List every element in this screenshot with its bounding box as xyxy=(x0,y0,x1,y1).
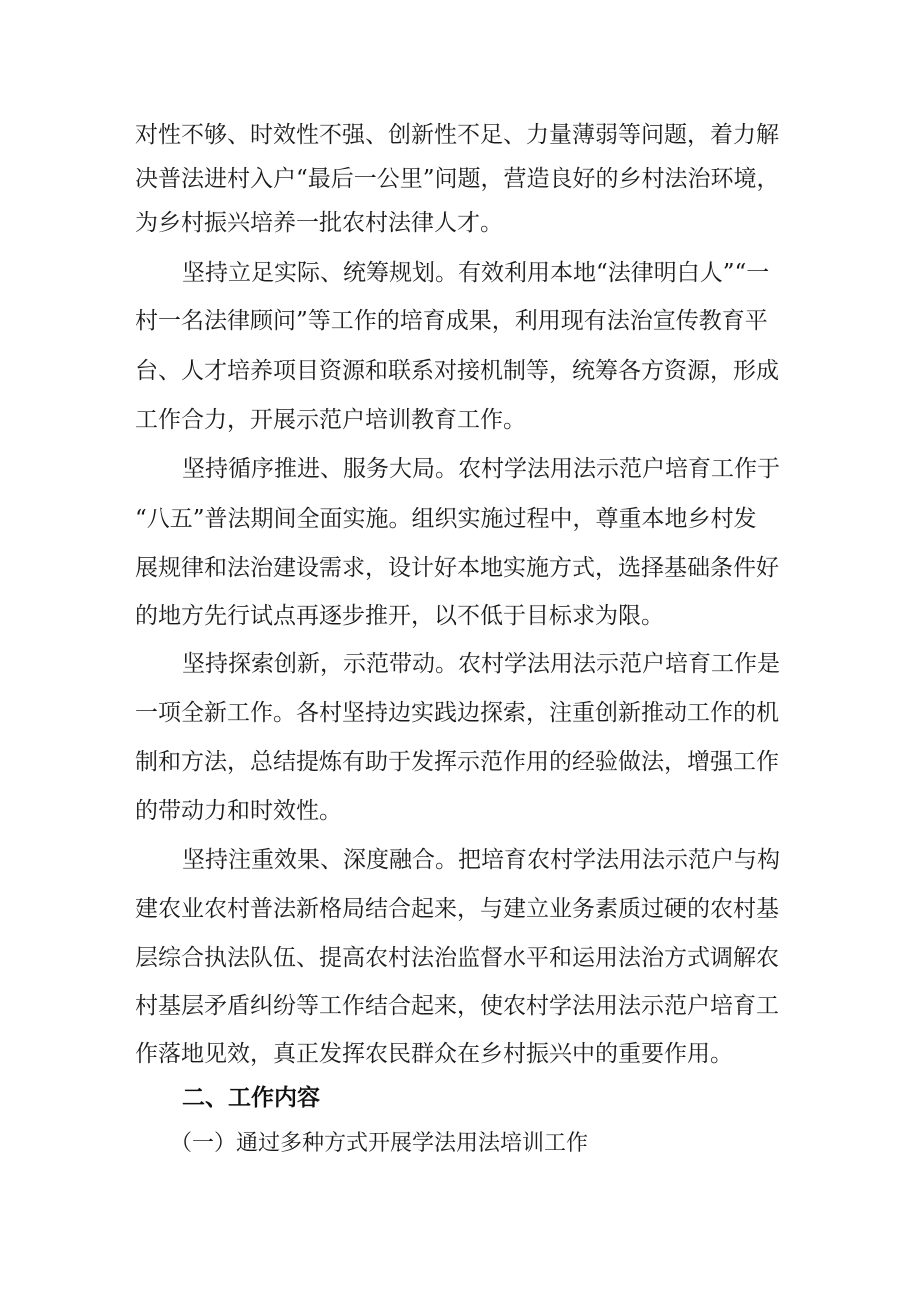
paragraph-3-line-2: “八五”普法期间全面实施。组织实施过程中，尊重本地乡村发 xyxy=(135,506,757,532)
paragraph-1-line-3: 为乡村振兴培养一批农村法律人才。 xyxy=(135,210,503,236)
paragraph-2-line-1: 坚持立足实际、统筹规划。有效利用本地“法律明白人”“一 xyxy=(182,260,770,286)
paragraph-4-line-1: 坚持探索创新，示范带动。农村学法用法示范户培育工作是 xyxy=(182,651,780,677)
paragraph-5-line-1: 坚持注重效果、深度融合。把培育农村学法用法示范户与构 xyxy=(182,847,780,873)
paragraph-4-line-4: 的带动力和时效性。 xyxy=(135,798,342,824)
paragraph-4-line-2: 一项全新工作。各村坚持边实践边探索，注重创新推动工作的机 xyxy=(135,700,779,726)
paragraph-3-line-3: 展规律和法治建设需求，设计好本地实施方式，选择基础条件好 xyxy=(135,555,779,581)
paragraph-5-line-5: 作落地见效，真正发挥农民群众在乡村振兴中的重要作用。 xyxy=(135,1041,733,1067)
paragraph-5-line-3: 层综合执法队伍、提高农村法治监督水平和运用法治方式调解农 xyxy=(135,945,779,971)
paragraph-4-line-3: 制和方法，总结提炼有助于发挥示范作用的经验做法，增强工作 xyxy=(135,749,779,775)
subsection-heading: （一）通过多种方式开展学法用法培训工作 xyxy=(170,1131,589,1156)
paragraph-2-line-4: 工作合力，开展示范户培训教育工作。 xyxy=(135,407,526,433)
paragraph-1-line-2: 决普法进村入户“最后一公里”问题，营造良好的乡村法治环境， xyxy=(135,166,780,192)
paragraph-5-line-4: 村基层矛盾纠纷等工作结合起来，使农村学法用法示范户培育工 xyxy=(135,993,779,1019)
paragraph-5-line-2: 建农业农村普法新格局结合起来，与建立业务素质过硬的农村基 xyxy=(135,896,779,922)
section-heading: 二、工作内容 xyxy=(182,1085,320,1111)
paragraph-3-line-1: 坚持循序推进、服务大局。农村学法用法示范户培育工作于 xyxy=(182,456,780,482)
paragraph-2-line-3: 台、人才培养项目资源和联系对接机制等，统筹各方资源，形成 xyxy=(135,358,779,384)
paragraph-3-line-4: 的地方先行试点再逐步推开，以不低于目标求为限。 xyxy=(135,603,664,629)
paragraph-2-line-2: 村一名法律顾问”等工作的培育成果，利用现有法治宣传教育平 xyxy=(135,308,768,334)
paragraph-1-line-1: 对性不够、时效性不强、创新性不足、力量薄弱等问题，着力解 xyxy=(135,122,779,148)
